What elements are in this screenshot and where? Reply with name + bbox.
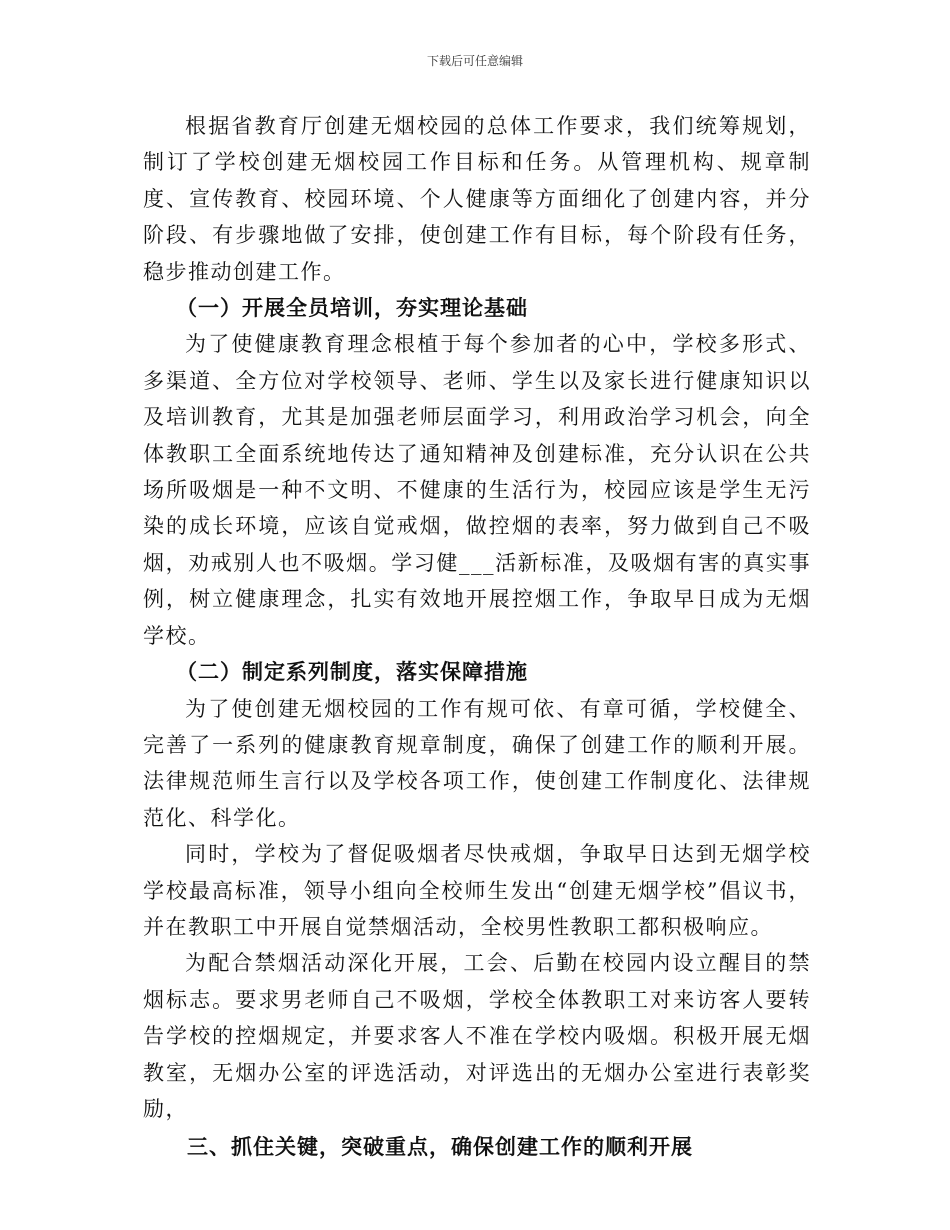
- paragraph-initiative: 同时，学校为了督促吸烟者尽快戒烟，争取早日达到无烟学校学校最高标准，领导小组向全校师生发出“创建无烟学校”倡议书，并在教职工中开展自觉禁烟活动，全校男性教职工都积极响应。: [143, 842, 811, 939]
- intro-paragraph: 根据省教育厅创建无烟校园的总体工作要求，我们统筹规划，制订了学校创建无烟校园工作目标和任务。从管理机构、规章制度、宣传教育、校园环境、个人健康等方面细化了创建内容，并分阶段、有步骤地做了安排，使创建工作有目标，每个阶段有任务，稳步推动创建工作。: [143, 114, 811, 284]
- page-header: 下载后可任意编辑: [426, 54, 523, 68]
- paragraph-signage: 为配合禁烟活动深化开展，工会、后勤在校园内设立醒目的禁烟标志。要求男老师自己不吸烟，学校全体教职工对来访客人要转告学校的控烟规定，并要求客人不准在学校内吸烟。积极开展无烟教室，无烟办公室的评选活动，对评选出的无烟办公室进行表彰奖励，: [143, 951, 811, 1121]
- section-heading-2: （二）制定系列制度，落实保障措施: [176, 660, 528, 685]
- paragraph-training: 为了使健康教育理念根植于每个参加者的心中，学校多形式、多渠道、全方位对学校领导、老师、学生以及家长进行健康知识以及培训教育，尤其是加强老师层面学习，利用政治学习机会，向全体教职工全面系统地传达了通知精神及创建标准，充分认识在公共场所吸烟是一种不文明、不健康的生活行为，校园应该是学生无污染的成长环境，应该自觉戒烟，做控烟的表率，努力做到自己不吸烟，劝戒别人也不吸烟。学习健___活新标准，及吸烟有害的真实事例，树立健康理念，扎实有效地开展控烟工作，争取早日成为无烟学校。: [143, 332, 811, 648]
- section-heading-1: （一）开展全员培训，夯实理论基础: [176, 296, 528, 321]
- paragraph-regulations: 为了使创建无烟校园的工作有规可依、有章可循，学校健全、完善了一系列的健康教育规章制度，确保了创建工作的顺利开展。法律规范师生言行以及学校各项工作，使创建工作制度化、法律规范化、科学化。: [143, 696, 811, 830]
- document-body: [143, 108, 811, 1166]
- section-heading-3: 三、抓住关键，突破重点，确保创建工作的顺利开展: [187, 1135, 693, 1160]
